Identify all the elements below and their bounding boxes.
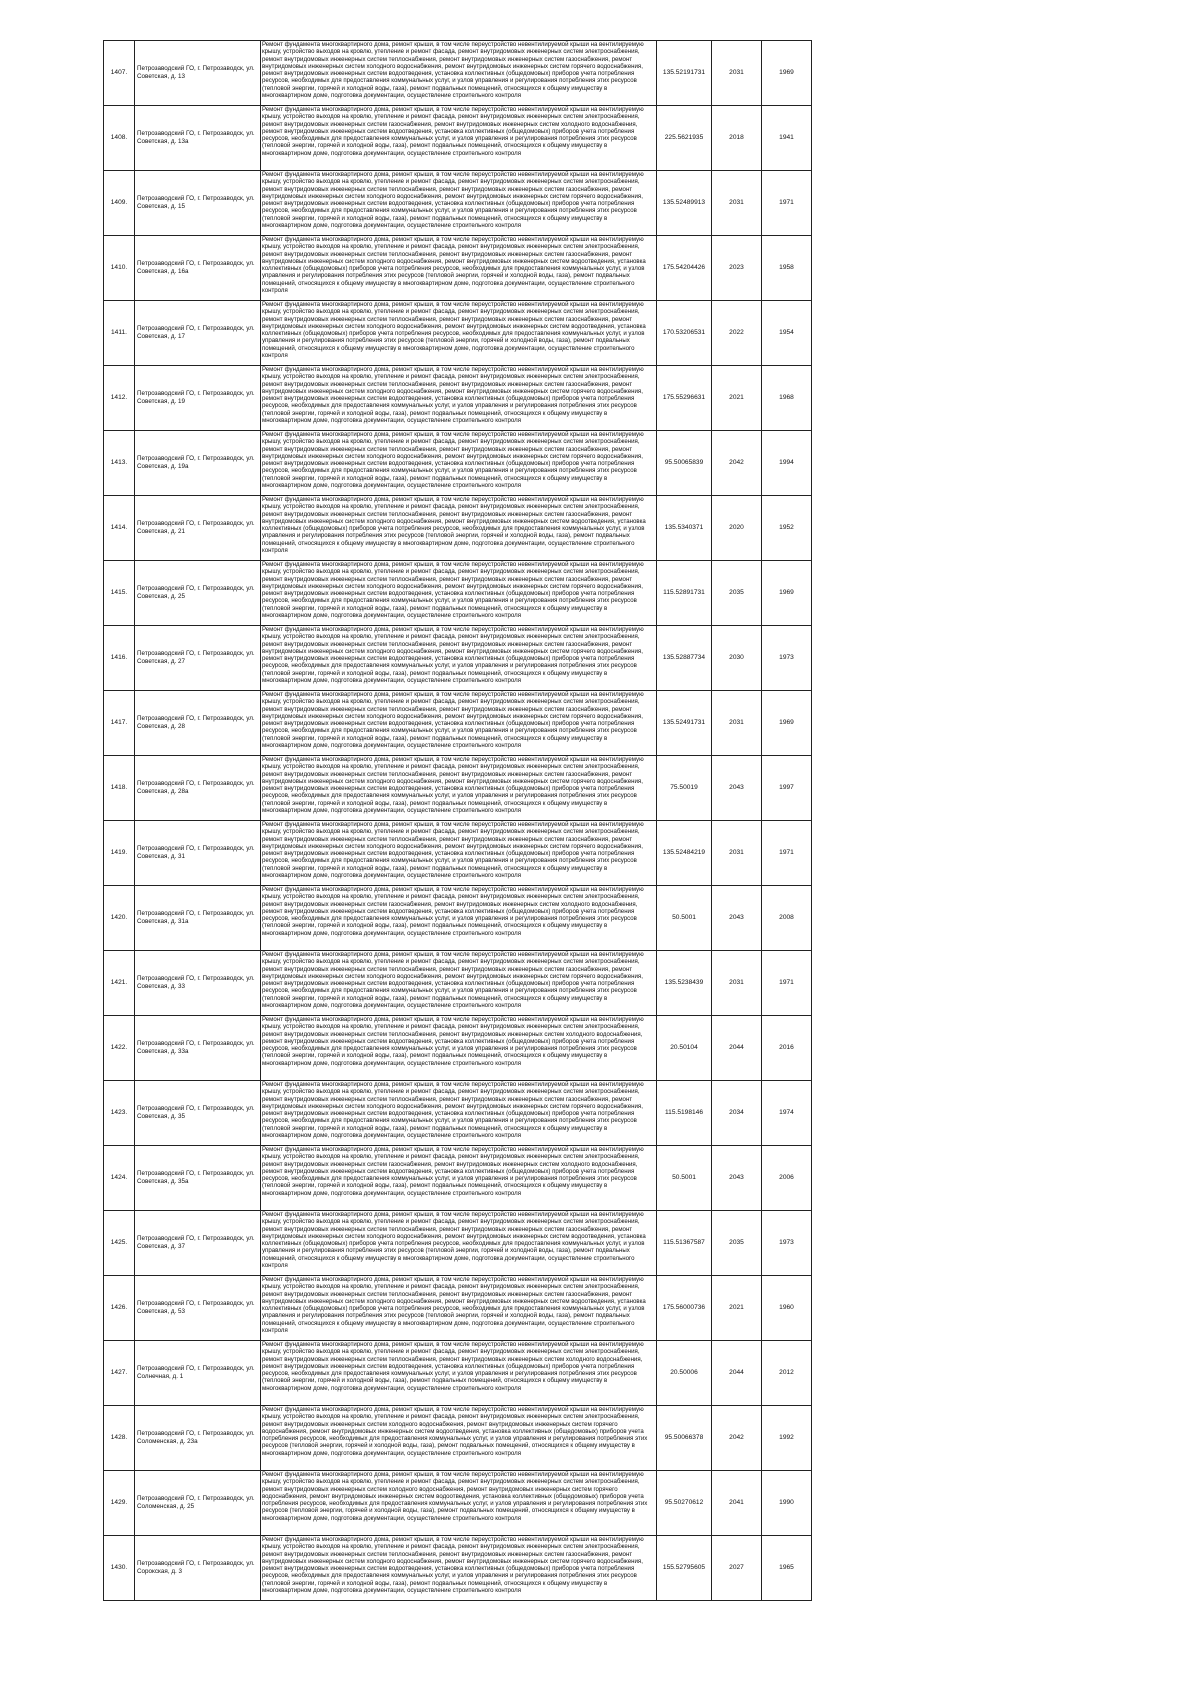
row-cost: 225.5621935 xyxy=(657,106,712,171)
row-number: 1423. xyxy=(104,1081,135,1146)
row-address: Петрозаводский ГО, г. Петрозаводск, ул. Советская, д. 17 xyxy=(135,301,261,366)
row-plan-year: 2035 xyxy=(712,1211,762,1276)
row-built-year: 1969 xyxy=(762,561,812,626)
row-works: Ремонт фундамента многоквартирного дома, ремонт крыши, в том числе переустройство невентилируемой крыши на вентилируемую крышу, устройство выходов на кровлю, утепление и ремонт фасада, ремонт внутридомовых инженерных систем электроснабжения, ремонт внутридомовых инженерных систем теплоснабжения, ремонт внутридомовых инженерных систем газоснабжения, ремонт внутридомовых инженерных систем холодного водоснабжения, ремонт внутридомовых инженерных систем горячего водоснабжения, ремонт внутридомовых инженерных систем водоотведения, установка коллективных (общедомовых) приборов учета потребления ресурсов, необходимых для предоставления коммунальных услуг, и узлов управления и регулирования потребления этих ресурсов (тепловой энергии, горячей и холодной воды, газа), ремонт подвальных помещений, относящихся к общему имуществу в многоквартирном доме, подготовка документации, осуществление строительного контроля xyxy=(262,756,644,815)
row-address: Петрозаводский ГО, г. Петрозаводск, ул. Сорокская, д. 3 xyxy=(135,1536,261,1601)
row-plan-year: 2031 xyxy=(712,691,762,756)
row-number: 1427. xyxy=(104,1341,135,1406)
row-cost: 175.54204426 xyxy=(657,236,712,301)
row-address: Петрозаводский ГО, г. Петрозаводск, ул. Советская, д. 28а xyxy=(135,756,261,821)
row-plan-year: 2035 xyxy=(712,561,762,626)
row-built-year: 1954 xyxy=(762,301,812,366)
row-number: 1415. xyxy=(104,561,135,626)
table-row xyxy=(104,1341,812,1406)
row-number: 1410. xyxy=(104,236,135,301)
row-cost: 115.5198146 xyxy=(657,1081,712,1146)
row-cost: 175.56000736 xyxy=(657,1276,712,1341)
table-row xyxy=(104,626,812,691)
row-built-year: 1994 xyxy=(762,431,812,496)
row-number: 1426. xyxy=(104,1276,135,1341)
row-works: Ремонт фундамента многоквартирного дома, ремонт крыши, в том числе переустройство невентилируемой крыши на вентилируемую крышу, устройство выходов на кровлю, утепление и ремонт фасада, ремонт внутридомовых инженерных систем электроснабжения, ремонт внутридомовых инженерных систем газоснабжения, ремонт внутридомовых инженерных систем холодного водоснабжения, ремонт внутридомовых инженерных систем водоотведения, установка коллективных (общедомовых) приборов учета потребления ресурсов, необходимых для предоставления коммунальных услуг, и узлов управления и регулирования потребления этих ресурсов (тепловой энергии, горячей и холодной воды, газа), ремонт подвальных помещений, относящихся к общему имуществу в многоквартирном доме, подготовка документации, осуществление строительного контроля xyxy=(262,1146,644,1197)
row-works: Ремонт фундамента многоквартирного дома, ремонт крыши, в том числе переустройство невентилируемой крыши на вентилируемую крышу, устройство выходов на кровлю, утепление и ремонт фасада, ремонт внутридомовых инженерных систем электроснабжения, ремонт внутридомовых инженерных систем теплоснабжения, ремонт внутридомовых инженерных систем газоснабжения, ремонт внутридомовых инженерных систем холодного водоснабжения, ремонт внутридомовых инженерных систем горячего водоснабжения, ремонт внутридомовых инженерных систем водоотведения, установка коллективных (общедомовых) приборов учета потребления ресурсов, необходимых для предоставления коммунальных услуг, и узлов управления и регулирования потребления этих ресурсов (тепловой энергии, горячей и холодной воды, газа), ремонт подвальных помещений, относящихся к общему имуществу в многоквартирном доме, подготовка документации, осуществление строительного контроля xyxy=(262,366,644,425)
row-plan-year: 2021 xyxy=(712,1276,762,1341)
row-works: Ремонт фундамента многоквартирного дома, ремонт крыши, в том числе переустройство невентилируемой крыши на вентилируемую крышу, устройство выходов на кровлю, утепление и ремонт фасада, ремонт внутридомовых инженерных систем электроснабжения, ремонт внутридомовых инженерных систем теплоснабжения, ремонт внутридомовых инженерных систем газоснабжения, ремонт внутридомовых инженерных систем холодного водоснабжения, ремонт внутридомовых инженерных систем водоотведения, установка коллективных (общедомовых) приборов учета потребления ресурсов, необходимых для предоставления коммунальных услуг, и узлов управления и регулирования потребления этих ресурсов (тепловой энергии, горячей и холодной воды, газа), ремонт подвальных помещений, относящихся к общему имуществу в многоквартирном доме, подготовка документации, осуществление строительного контроля xyxy=(262,1276,646,1335)
table-row xyxy=(104,1016,812,1081)
row-works: Ремонт фундамента многоквартирного дома, ремонт крыши, в том числе переустройство невентилируемой крыши на вентилируемую крышу, устройство выходов на кровлю, утепление и ремонт фасада, ремонт внутридомовых инженерных систем электроснабжения, ремонт внутридомовых инженерных систем теплоснабжения, ремонт внутридомовых инженерных систем газоснабжения, ремонт внутридомовых инженерных систем холодного водоснабжения, ремонт внутридомовых инженерных систем водоотведения, установка коллективных (общедомовых) приборов учета потребления ресурсов, необходимых для предоставления коммунальных услуг, и узлов управления и регулирования потребления этих ресурсов (тепловой энергии, горячей и холодной воды, газа), ремонт подвальных помещений, относящихся к общему имуществу в многоквартирном доме, подготовка документации, осуществление строительного контроля xyxy=(262,496,646,555)
row-address: Петрозаводский ГО, г. Петрозаводск, ул. Советская, д. 19 xyxy=(135,366,261,431)
row-number: 1409. xyxy=(104,171,135,236)
row-built-year: 1971 xyxy=(762,171,812,236)
row-plan-year: 2042 xyxy=(712,431,762,496)
table-row xyxy=(104,1146,812,1211)
row-cost: 95.50066378 xyxy=(657,1406,712,1471)
row-cost: 135.52887734 xyxy=(657,626,712,691)
row-built-year: 1958 xyxy=(762,236,812,301)
row-cost: 95.50065839 xyxy=(657,431,712,496)
row-cost: 135.52491731 xyxy=(657,691,712,756)
row-works: Ремонт фундамента многоквартирного дома, ремонт крыши, в том числе переустройство невентилируемой крыши на вентилируемую крышу, устройство выходов на кровлю, утепление и ремонт фасада, ремонт внутридомовых инженерных систем электроснабжения, ремонт внутридомовых инженерных систем холодного водоснабжения, ремонт внутридомовых инженерных систем горячего водоснабжения, ремонт внутридомовых инженерных систем водоотведения, установка коллективных (общедомовых) приборов учета потребления ресурсов, необходимых для предоставления коммунальных услуг, и узлов управления и регулирования потребления этих ресурсов (тепловой энергии, горячей и холодной воды, газа), ремонт подвальных помещений, относящихся к общему имуществу в многоквартирном доме, подготовка документации, осуществление строительного контроля xyxy=(262,1471,648,1522)
row-built-year: 1973 xyxy=(762,626,812,691)
row-built-year: 1941 xyxy=(762,106,812,171)
table-body xyxy=(104,41,812,1601)
table-row xyxy=(104,886,812,951)
row-address: Петрозаводский ГО, г. Петрозаводск, ул. Советская, д. 31 xyxy=(135,821,261,886)
row-works: Ремонт фундамента многоквартирного дома, ремонт крыши, в том числе переустройство невентилируемой крыши на вентилируемую крышу, устройство выходов на кровлю, утепление и ремонт фасада, ремонт внутридомовых инженерных систем электроснабжения, ремонт внутридомовых инженерных систем теплоснабжения, ремонт внутридомовых инженерных систем газоснабжения, ремонт внутридомовых инженерных систем холодного водоснабжения, ремонт внутридомовых инженерных систем горячего водоснабжения, ремонт внутридомовых инженерных систем водоотведения, установка коллективных (общедомовых) приборов учета потребления ресурсов, необходимых для предоставления коммунальных услуг, и узлов управления и регулирования потребления этих ресурсов (тепловой энергии, горячей и холодной воды, газа), ремонт подвальных помещений, относящихся к общему имуществу в многоквартирном доме, подготовка документации, осуществление строительного контроля xyxy=(262,691,644,750)
row-address: Петрозаводский ГО, г. Петрозаводск, ул. Советская, д. 27 xyxy=(135,626,261,691)
row-built-year: 1973 xyxy=(762,1211,812,1276)
row-works: Ремонт фундамента многоквартирного дома, ремонт крыши, в том числе переустройство невентилируемой крыши на вентилируемую крышу, устройство выходов на кровлю, утепление и ремонт фасада, ремонт внутридомовых инженерных систем электроснабжения, ремонт внутридомовых инженерных систем теплоснабжения, ремонт внутридомовых инженерных систем газоснабжения, ремонт внутридомовых инженерных систем холодного водоснабжения, ремонт внутридомовых инженерных систем горячего водоснабжения, ремонт внутридомовых инженерных систем водоотведения, установка коллективных (общедомовых) приборов учета потребления ресурсов, необходимых для предоставления коммунальных услуг, и узлов управления и регулирования потребления этих ресурсов (тепловой энергии, горячей и холодной воды, газа), ремонт подвальных помещений, относящихся к общему имуществу в многоквартирном доме, подготовка документации, осуществление строительного контроля xyxy=(262,951,644,1010)
table-row xyxy=(104,561,812,626)
row-works: Ремонт фундамента многоквартирного дома, ремонт крыши, в том числе переустройство невентилируемой крыши на вентилируемую крышу, устройство выходов на кровлю, утепление и ремонт фасада, ремонт внутридомовых инженерных систем электроснабжения, ремонт внутридомовых инженерных систем теплоснабжения, ремонт внутридомовых инженерных систем газоснабжения, ремонт внутридомовых инженерных систем холодного водоснабжения, ремонт внутридомовых инженерных систем горячего водоснабжения, ремонт внутридомовых инженерных систем водоотведения, установка коллективных (общедомовых) приборов учета потребления ресурсов, необходимых для предоставления коммунальных услуг, и узлов управления и регулирования потребления этих ресурсов (тепловой энергии, горячей и холодной воды, газа), ремонт подвальных помещений, относящихся к общему имуществу в многоквартирном доме, подготовка документации, осуществление строительного контроля xyxy=(262,821,644,880)
row-works: Ремонт фундамента многоквартирного дома, ремонт крыши, в том числе переустройство невентилируемой крыши на вентилируемую крышу, устройство выходов на кровлю, утепление и ремонт фасада, ремонт внутридомовых инженерных систем электроснабжения, ремонт внутридомовых инженерных систем теплоснабжения, ремонт внутридомовых инженерных систем газоснабжения, ремонт внутридомовых инженерных систем холодного водоснабжения, ремонт внутридомовых инженерных систем горячего водоснабжения, ремонт внутридомовых инженерных систем водоотведения, установка коллективных (общедомовых) приборов учета потребления ресурсов, необходимых для предоставления коммунальных услуг, и узлов управления и регулирования потребления этих ресурсов (тепловой энергии, горячей и холодной воды, газа), ремонт подвальных помещений, относящихся к общему имуществу в многоквартирном доме, подготовка документации, осуществление строительного контроля xyxy=(262,171,644,230)
table-row xyxy=(104,431,812,496)
row-cost: 115.51367587 xyxy=(657,1211,712,1276)
row-cost: 20.50104 xyxy=(657,1016,712,1081)
row-plan-year: 2027 xyxy=(712,1536,762,1601)
row-cost: 175.55296631 xyxy=(657,366,712,431)
row-number: 1419. xyxy=(104,821,135,886)
row-number: 1421. xyxy=(104,951,135,1016)
row-cost: 135.5340371 xyxy=(657,496,712,561)
row-works: Ремонт фундамента многоквартирного дома, ремонт крыши, в том числе переустройство невентилируемой крыши на вентилируемую крышу, устройство выходов на кровлю, утепление и ремонт фасада, ремонт внутридомовых инженерных систем электроснабжения, ремонт внутридомовых инженерных систем теплоснабжения, ремонт внутридомовых инженерных систем холодного водоснабжения, ремонт внутридомовых инженерных систем водоотведения, установка коллективных (общедомовых) приборов учета потребления ресурсов, необходимых для предоставления коммунальных услуг, и узлов управления и регулирования потребления этих ресурсов (тепловой энергии, горячей и холодной воды, газа), ремонт подвальных помещений, относящихся к общему имуществу в многоквартирном доме, подготовка документации, осуществление строительного контроля xyxy=(262,1016,644,1067)
row-address: Петрозаводский ГО, г. Петрозаводск, ул. Советская, д. 13 xyxy=(135,41,261,106)
row-address: Петрозаводский ГО, г. Петрозаводск, ул. Советская, д. 33а xyxy=(135,1016,261,1081)
row-address: Петрозаводский ГО, г. Петрозаводск, ул. Советская, д. 35 xyxy=(135,1081,261,1146)
row-address: Петрозаводский ГО, г. Петрозаводск, ул. Советская, д. 13а xyxy=(135,106,261,171)
row-address: Петрозаводский ГО, г. Петрозаводск, ул. Солнечная, д. 1 xyxy=(135,1341,261,1406)
row-built-year: 2016 xyxy=(762,1016,812,1081)
row-address: Петрозаводский ГО, г. Петрозаводск, ул. Советская, д. 19а xyxy=(135,431,261,496)
row-plan-year: 2034 xyxy=(712,1081,762,1146)
row-number: 1414. xyxy=(104,496,135,561)
row-works: Ремонт фундамента многоквартирного дома, ремонт крыши, в том числе переустройство невентилируемой крыши на вентилируемую крышу, устройство выходов на кровлю, утепление и ремонт фасада, ремонт внутридомовых инженерных систем электроснабжения, ремонт внутридомовых инженерных систем теплоснабжения, ремонт внутридомовых инженерных систем газоснабжения, ремонт внутридомовых инженерных систем холодного водоснабжения, ремонт внутридомовых инженерных систем горячего водоснабжения, ремонт внутридомовых инженерных систем водоотведения, установка коллективных (общедомовых) приборов учета потребления ресурсов, необходимых для предоставления коммунальных услуг, и узлов управления и регулирования потребления этих ресурсов (тепловой энергии, горячей и холодной воды, газа), ремонт подвальных помещений, относящихся к общему имуществу в многоквартирном доме, подготовка документации, осуществление строительного контроля xyxy=(262,561,644,620)
row-number: 1418. xyxy=(104,756,135,821)
row-address: Петрозаводский ГО, г. Петрозаводск, ул. Советская, д. 28 xyxy=(135,691,261,756)
row-number: 1417. xyxy=(104,691,135,756)
row-plan-year: 2031 xyxy=(712,821,762,886)
table-row xyxy=(104,756,812,821)
row-built-year: 1952 xyxy=(762,496,812,561)
row-built-year: 1960 xyxy=(762,1276,812,1341)
row-cost: 135.5238439 xyxy=(657,951,712,1016)
row-number: 1422. xyxy=(104,1016,135,1081)
row-number: 1429. xyxy=(104,1471,135,1536)
row-address: Петрозаводский ГО, г. Петрозаводск, ул. Советская, д. 53 xyxy=(135,1276,261,1341)
row-address: Петрозаводский ГО, г. Петрозаводск, ул. Советская, д. 21 xyxy=(135,496,261,561)
row-built-year: 2006 xyxy=(762,1146,812,1211)
row-cost: 75.50019 xyxy=(657,756,712,821)
row-plan-year: 2043 xyxy=(712,1146,762,1211)
table-row xyxy=(104,1211,812,1276)
row-cost: 135.52489913 xyxy=(657,171,712,236)
document-sheet xyxy=(103,40,811,1601)
row-address: Петрозаводский ГО, г. Петрозаводск, ул. Советская, д. 25 xyxy=(135,561,261,626)
row-address: Петрозаводский ГО, г. Петрозаводск, ул. Советская, д. 33 xyxy=(135,951,261,1016)
row-built-year: 1971 xyxy=(762,821,812,886)
row-built-year: 1969 xyxy=(762,41,812,106)
row-plan-year: 2021 xyxy=(712,366,762,431)
table-row xyxy=(104,366,812,431)
row-number: 1416. xyxy=(104,626,135,691)
table-row xyxy=(104,171,812,236)
row-works: Ремонт фундамента многоквартирного дома, ремонт крыши, в том числе переустройство невентилируемой крыши на вентилируемую крышу, устройство выходов на кровлю, утепление и ремонт фасада, ремонт внутридомовых инженерных систем электроснабжения, ремонт внутридомовых инженерных систем теплоснабжения, ремонт внутридомовых инженерных систем холодного водоснабжения, ремонт внутридомовых инженерных систем водоотведения, установка коллективных (общедомовых) приборов учета потребления ресурсов, необходимых для предоставления коммунальных услуг, и узлов управления и регулирования потребления этих ресурсов (тепловой энергии, горячей и холодной воды, газа), ремонт подвальных помещений, относящихся к общему имуществу в многоквартирном доме, подготовка документации, осуществление строительного контроля xyxy=(262,1341,644,1392)
row-cost: 50.5001 xyxy=(657,886,712,951)
table-row xyxy=(104,106,812,171)
row-built-year: 1965 xyxy=(762,1536,812,1601)
row-works: Ремонт фундамента многоквартирного дома, ремонт крыши, в том числе переустройство невентилируемой крыши на вентилируемую крышу, устройство выходов на кровлю, утепление и ремонт фасада, ремонт внутридомовых инженерных систем электроснабжения, ремонт внутридомовых инженерных систем теплоснабжения, ремонт внутридомовых инженерных систем газоснабжения, ремонт внутридомовых инженерных систем холодного водоснабжения, ремонт внутридомовых инженерных систем горячего водоснабжения, ремонт внутридомовых инженерных систем водоотведения, установка коллективных (общедомовых) приборов учета потребления ресурсов, необходимых для предоставления коммунальных услуг, и узлов управления и регулирования потребления этих ресурсов (тепловой энергии, горячей и холодной воды, газа), ремонт подвальных помещений, относящихся к общему имуществу в многоквартирном доме, подготовка документации, осуществление строительного контроля xyxy=(262,1536,644,1595)
table-row xyxy=(104,1536,812,1601)
row-cost: 20.50006 xyxy=(657,1341,712,1406)
row-works: Ремонт фундамента многоквартирного дома, ремонт крыши, в том числе переустройство невентилируемой крыши на вентилируемую крышу, устройство выходов на кровлю, утепление и ремонт фасада, ремонт внутридомовых инженерных систем электроснабжения, ремонт внутридомовых инженерных систем теплоснабжения, ремонт внутридомовых инженерных систем газоснабжения, ремонт внутридомовых инженерных систем холодного водоснабжения, ремонт внутридомовых инженерных систем горячего водоснабжения, ремонт внутридомовых инженерных систем водоотведения, установка коллективных (общедомовых) приборов учета потребления ресурсов, необходимых для предоставления коммунальных услуг, и узлов управления и регулирования потребления этих ресурсов (тепловой энергии, горячей и холодной воды, газа), ремонт подвальных помещений, относящихся к общему имуществу в многоквартирном доме, подготовка документации, осуществление строительного контроля xyxy=(262,626,644,685)
capital-repair-table xyxy=(103,40,812,1601)
row-built-year: 2012 xyxy=(762,1341,812,1406)
row-plan-year: 2030 xyxy=(712,626,762,691)
row-built-year: 1990 xyxy=(762,1471,812,1536)
table-row xyxy=(104,821,812,886)
row-built-year: 1974 xyxy=(762,1081,812,1146)
table-row xyxy=(104,691,812,756)
row-built-year: 1968 xyxy=(762,366,812,431)
row-number: 1424. xyxy=(104,1146,135,1211)
row-number: 1413. xyxy=(104,431,135,496)
table-row xyxy=(104,951,812,1016)
row-cost: 50.5001 xyxy=(657,1146,712,1211)
row-built-year: 1992 xyxy=(762,1406,812,1471)
row-cost: 135.52191731 xyxy=(657,41,712,106)
row-works: Ремонт фундамента многоквартирного дома, ремонт крыши, в том числе переустройство невентилируемой крыши на вентилируемую крышу, устройство выходов на кровлю, утепление и ремонт фасада, ремонт внутридомовых инженерных систем электроснабжения, ремонт внутридомовых инженерных систем газоснабжения, ремонт внутридомовых инженерных систем холодного водоснабжения, ремонт внутридомовых инженерных систем водоотведения, установка коллективных (общедомовых) приборов учета потребления ресурсов, необходимых для предоставления коммунальных услуг, и узлов управления и регулирования потребления этих ресурсов (тепловой энергии, горячей и холодной воды, газа), ремонт подвальных помещений, относящихся к общему имуществу в многоквартирном доме, подготовка документации, осуществление строительного контроля xyxy=(262,886,644,937)
row-cost: 95.50270612 xyxy=(657,1471,712,1536)
row-number: 1408. xyxy=(104,106,135,171)
table-row xyxy=(104,301,812,366)
row-address: Петрозаводский ГО, г. Петрозаводск, ул. Советская, д. 35а xyxy=(135,1146,261,1211)
row-works: Ремонт фундамента многоквартирного дома, ремонт крыши, в том числе переустройство невентилируемой крыши на вентилируемую крышу, устройство выходов на кровлю, утепление и ремонт фасада, ремонт внутридомовых инженерных систем электроснабжения, ремонт внутридомовых инженерных систем теплоснабжения, ремонт внутридомовых инженерных систем газоснабжения, ремонт внутридомовых инженерных систем холодного водоснабжения, ремонт внутридомовых инженерных систем горячего водоснабжения, ремонт внутридомовых инженерных систем водоотведения, установка коллективных (общедомовых) приборов учета потребления ресурсов, необходимых для предоставления коммунальных услуг, и узлов управления и регулирования потребления этих ресурсов (тепловой энергии, горячей и холодной воды, газа), ремонт подвальных помещений, относящихся к общему имуществу в многоквартирном доме, подготовка документации, осуществление строительного контроля xyxy=(262,41,644,100)
row-works: Ремонт фундамента многоквартирного дома, ремонт крыши, в том числе переустройство невентилируемой крыши на вентилируемую крышу, устройство выходов на кровлю, утепление и ремонт фасада, ремонт внутридомовых инженерных систем электроснабжения, ремонт внутридомовых инженерных систем теплоснабжения, ремонт внутридомовых инженерных систем газоснабжения, ремонт внутридомовых инженерных систем холодного водоснабжения, ремонт внутридомовых инженерных систем горячего водоснабжения, ремонт внутридомовых инженерных систем водоотведения, установка коллективных (общедомовых) приборов учета потребления ресурсов, необходимых для предоставления коммунальных услуг, и узлов управления и регулирования потребления этих ресурсов (тепловой энергии, горячей и холодной воды, газа), ремонт подвальных помещений, относящихся к общему имуществу в многоквартирном доме, подготовка документации, осуществление строительного контроля xyxy=(262,1081,644,1140)
table-row xyxy=(104,1471,812,1536)
row-built-year: 1969 xyxy=(762,691,812,756)
row-number: 1412. xyxy=(104,366,135,431)
table-row xyxy=(104,236,812,301)
row-plan-year: 2041 xyxy=(712,1471,762,1536)
row-cost: 115.52891731 xyxy=(657,561,712,626)
row-plan-year: 2031 xyxy=(712,171,762,236)
row-plan-year: 2022 xyxy=(712,301,762,366)
row-plan-year: 2044 xyxy=(712,1016,762,1081)
row-number: 1428. xyxy=(104,1406,135,1471)
row-address: Петрозаводский ГО, г. Петрозаводск, ул. Соломенская, д. 23а xyxy=(135,1406,261,1471)
row-plan-year: 2044 xyxy=(712,1341,762,1406)
row-works: Ремонт фундамента многоквартирного дома, ремонт крыши, в том числе переустройство невентилируемой крыши на вентилируемую крышу, устройство выходов на кровлю, утепление и ремонт фасада, ремонт внутридомовых инженерных систем электроснабжения, ремонт внутридомовых инженерных систем теплоснабжения, ремонт внутридомовых инженерных систем газоснабжения, ремонт внутридомовых инженерных систем холодного водоснабжения, ремонт внутридомовых инженерных систем горячего водоснабжения, ремонт внутридомовых инженерных систем водоотведения, установка коллективных (общедомовых) приборов учета потребления ресурсов, необходимых для предоставления коммунальных услуг, и узлов управления и регулирования потребления этих ресурсов (тепловой энергии, горячей и холодной воды, газа), ремонт подвальных помещений, относящихся к общему имуществу в многоквартирном доме, подготовка документации, осуществление строительного контроля xyxy=(262,431,644,490)
row-plan-year: 2018 xyxy=(712,106,762,171)
table-row xyxy=(104,496,812,561)
row-number: 1411. xyxy=(104,301,135,366)
row-address: Петрозаводский ГО, г. Петрозаводск, ул. Соломенская, д. 25 xyxy=(135,1471,261,1536)
row-plan-year: 2043 xyxy=(712,886,762,951)
row-address: Петрозаводский ГО, г. Петрозаводск, ул. Советская, д. 16а xyxy=(135,236,261,301)
row-address: Петрозаводский ГО, г. Петрозаводск, ул. Советская, д. 37 xyxy=(135,1211,261,1276)
row-cost: 170.53206531 xyxy=(657,301,712,366)
row-plan-year: 2020 xyxy=(712,496,762,561)
row-built-year: 1997 xyxy=(762,756,812,821)
row-address: Петрозаводский ГО, г. Петрозаводск, ул. Советская, д. 31а xyxy=(135,886,261,951)
row-number: 1407. xyxy=(104,41,135,106)
row-number: 1425. xyxy=(104,1211,135,1276)
row-number: 1420. xyxy=(104,886,135,951)
row-plan-year: 2031 xyxy=(712,951,762,1016)
row-plan-year: 2023 xyxy=(712,236,762,301)
table-row xyxy=(104,1081,812,1146)
row-works: Ремонт фундамента многоквартирного дома, ремонт крыши, в том числе переустройство невентилируемой крыши на вентилируемую крышу, устройство выходов на кровлю, утепление и ремонт фасада, ремонт внутридомовых инженерных систем электроснабжения, ремонт внутридомовых инженерных систем холодного водоснабжения, ремонт внутридомовых инженерных систем горячего водоснабжения, ремонт внутридомовых инженерных систем водоотведения, установка коллективных (общедомовых) приборов учета потребления ресурсов, необходимых для предоставления коммунальных услуг, и узлов управления и регулирования потребления этих ресурсов (тепловой энергии, горячей и холодной воды, газа), ремонт подвальных помещений, относящихся к общему имуществу в многоквартирном доме, подготовка документации, осуществление строительного контроля xyxy=(262,1406,648,1457)
row-cost: 155.52795605 xyxy=(657,1536,712,1601)
table-row xyxy=(104,1276,812,1341)
row-address: Петрозаводский ГО, г. Петрозаводск, ул. Советская, д. 15 xyxy=(135,171,261,236)
row-number: 1430. xyxy=(104,1536,135,1601)
row-built-year: 2008 xyxy=(762,886,812,951)
row-works: Ремонт фундамента многоквартирного дома, ремонт крыши, в том числе переустройство невентилируемой крыши на вентилируемую крышу, устройство выходов на кровлю, утепление и ремонт фасада, ремонт внутридомовых инженерных систем электроснабжения, ремонт внутридомовых инженерных систем газоснабжения, ремонт внутридомовых инженерных систем холодного водоснабжения, ремонт внутридомовых инженерных систем водоотведения, установка коллективных (общедомовых) приборов учета потребления ресурсов, необходимых для предоставления коммунальных услуг, и узлов управления и регулирования потребления этих ресурсов (тепловой энергии, горячей и холодной воды, газа), ремонт подвальных помещений, относящихся к общему имуществу в многоквартирном доме, подготовка документации, осуществление строительного контроля xyxy=(262,106,644,157)
row-plan-year: 2031 xyxy=(712,41,762,106)
row-works: Ремонт фундамента многоквартирного дома, ремонт крыши, в том числе переустройство невентилируемой крыши на вентилируемую крышу, устройство выходов на кровлю, утепление и ремонт фасада, ремонт внутридомовых инженерных систем электроснабжения, ремонт внутридомовых инженерных систем теплоснабжения, ремонт внутридомовых инженерных систем газоснабжения, ремонт внутридомовых инженерных систем холодного водоснабжения, ремонт внутридомовых инженерных систем водоотведения, установка коллективных (общедомовых) приборов учета потребления ресурсов, необходимых для предоставления коммунальных услуг, и узлов управления и регулирования потребления этих ресурсов (тепловой энергии, горячей и холодной воды, газа), ремонт подвальных помещений, относящихся к общему имуществу в многоквартирном доме, подготовка документации, осуществление строительного контроля xyxy=(262,301,646,360)
table-row xyxy=(104,41,812,106)
table-row xyxy=(104,1406,812,1471)
row-built-year: 1971 xyxy=(762,951,812,1016)
row-works: Ремонт фундамента многоквартирного дома, ремонт крыши, в том числе переустройство невентилируемой крыши на вентилируемую крышу, устройство выходов на кровлю, утепление и ремонт фасада, ремонт внутридомовых инженерных систем электроснабжения, ремонт внутридомовых инженерных систем теплоснабжения, ремонт внутридомовых инженерных систем газоснабжения, ремонт внутридомовых инженерных систем холодного водоснабжения, ремонт внутридомовых инженерных систем водоотведения, установка коллективных (общедомовых) приборов учета потребления ресурсов, необходимых для предоставления коммунальных услуг, и узлов управления и регулирования потребления этих ресурсов (тепловой энергии, горячей и холодной воды, газа), ремонт подвальных помещений, относящихся к общему имуществу в многоквартирном доме, подготовка документации, осуществление строительного контроля xyxy=(262,236,646,295)
row-works: Ремонт фундамента многоквартирного дома, ремонт крыши, в том числе переустройство невентилируемой крыши на вентилируемую крышу, устройство выходов на кровлю, утепление и ремонт фасада, ремонт внутридомовых инженерных систем электроснабжения, ремонт внутридомовых инженерных систем теплоснабжения, ремонт внутридомовых инженерных систем газоснабжения, ремонт внутридомовых инженерных систем холодного водоснабжения, ремонт внутридомовых инженерных систем водоотведения, установка коллективных (общедомовых) приборов учета потребления ресурсов, необходимых для предоставления коммунальных услуг, и узлов управления и регулирования потребления этих ресурсов (тепловой энергии, горячей и холодной воды, газа), ремонт подвальных помещений, относящихся к общему имуществу в многоквартирном доме, подготовка документации, осуществление строительного контроля xyxy=(262,1211,646,1270)
row-cost: 135.52484219 xyxy=(657,821,712,886)
row-plan-year: 2043 xyxy=(712,756,762,821)
row-plan-year: 2042 xyxy=(712,1406,762,1471)
